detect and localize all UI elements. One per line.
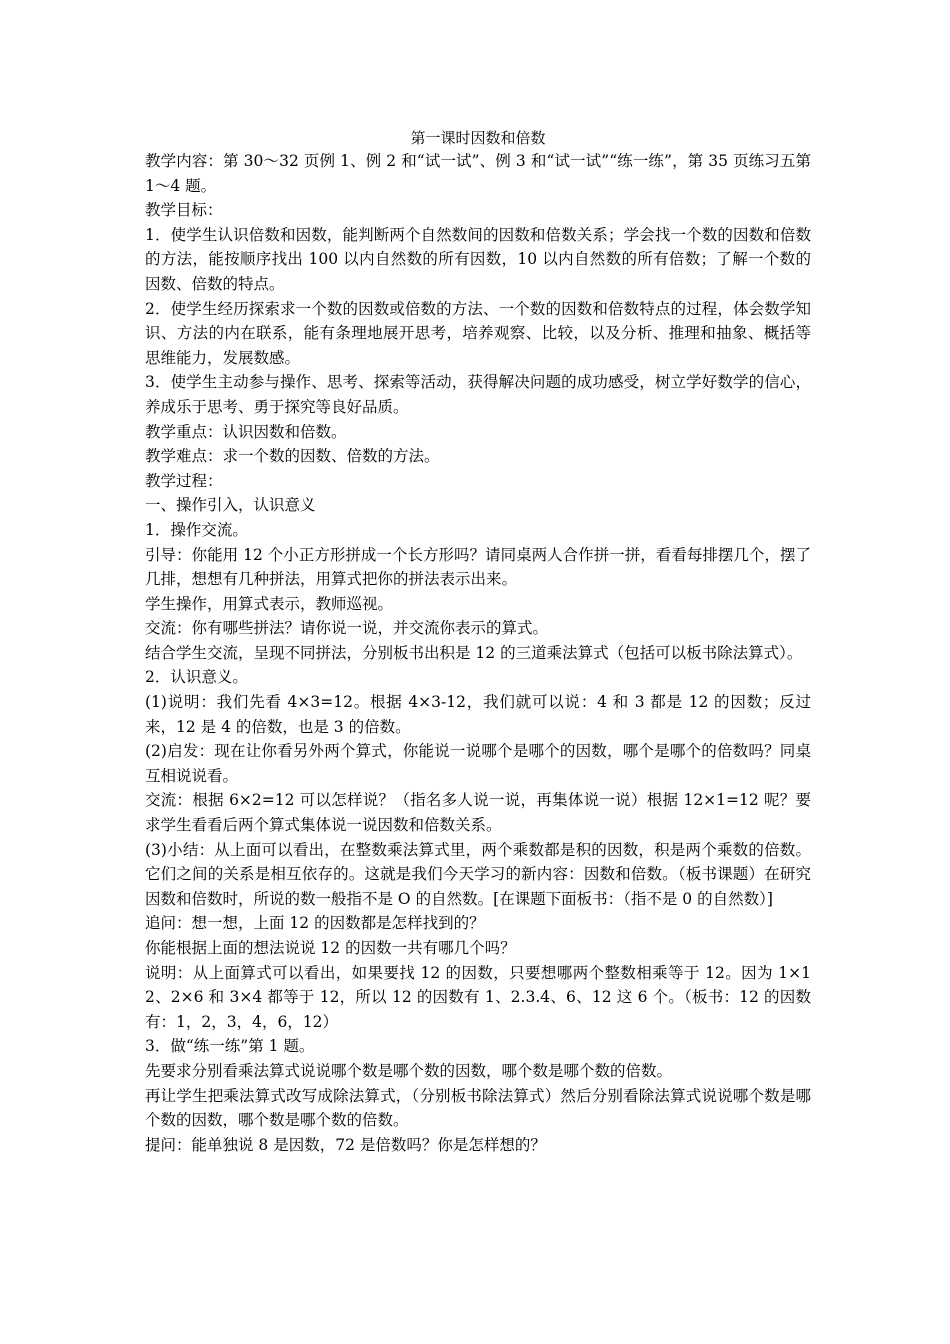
document-page <box>145 127 811 1157</box>
paragraph-teaching-goals-heading: 教学目标： <box>145 201 223 220</box>
paragraph-final-question: 提问：能单独说 8 是因数，72 是倍数吗？你是怎样想的？ <box>145 1135 546 1154</box>
section-heading-1: 一、操作引入，认识意义 <box>145 496 316 515</box>
paragraph-combine: 结合学生交流，呈现不同拼法，分别板书出积是 12 的三道乘法算式（包括可以板书除法算式）。 <box>145 643 803 662</box>
paragraph-practice-2: 再让学生把乘法算式改写成除法算式，（分别板书除法算式）然后分别看除法算式说说哪个数是哪个数的因数，哪个数是哪个数的倍数。 <box>145 1086 811 1130</box>
paragraph-student-operation: 学生操作，用算式表示，教师巡视。 <box>145 594 394 613</box>
paragraph-teaching-content: 教学内容：第 30～32 页例 1、例 2 和“试一试”、例 3 和“试一试”“练一练”，第 35 页练习五第 1～4 题。 <box>145 152 811 195</box>
paragraph-inspire: (2)启发：现在让你看另外两个算式，你能说一说哪个是哪个的因数，哪个是哪个的倍数吗？同桌互相说说看。 <box>145 742 811 785</box>
subheading-practice: 3．做“练一练”第 1 题。 <box>145 1037 315 1056</box>
paragraph-summary: (3)小结：从上面可以看出，在整数乘法算式里，两个乘数都是积的因数，积是两个乘数的倍数。它们之间的关系是相互依存的。这就是我们今天学习的新内容：因数和倍数。（板书课题）在研究因数和倍数时，所说的数一般指不是 O 的自然数。[在课题下面板书：（指不是 0 的自然数）] <box>145 840 811 908</box>
paragraph-process-heading: 教学过程： <box>145 471 223 490</box>
paragraph-guide: 引导：你能用 12 个小正方形拼成一个长方形吗？请同桌两人合作拼一拼，看看每排摆几个，摆了几排，想想有几种拼法，用算式把你的拼法表示出来。 <box>145 545 811 589</box>
paragraph-exchange-2: 交流：根据 6×2=12 可以怎样说？（指名多人说一说，再集体说一说）根据 12×1=12 呢？要求学生看看后两个算式集体说一说因数和倍数关系。 <box>145 791 811 835</box>
paragraph-practice-1: 先要求分别看乘法算式说说哪个数是哪个数的因数，哪个数是哪个数的倍数。 <box>145 1061 673 1080</box>
paragraph-goal-2: 2．使学生经历探索求一个数的因数或倍数的方法、一个数的因数和倍数特点的过程，体会数学知识、方法的内在联系，能有条理地展开思考，培养观察、比较，以及分析、推理和抽象、概括等思维能力，发展数感。 <box>145 299 811 367</box>
subheading-meaning: 2．认识意义。 <box>145 668 248 687</box>
paragraph-difficult-point: 教学难点：求一个数的因数、倍数的方法。 <box>145 447 440 466</box>
paragraph-follow-up: 追问：想一想，上面 12 的因数都是怎样找到的？ <box>145 914 485 933</box>
paragraph-exchange-1: 交流：你有哪些拼法？请你说一说，并交流你表示的算式。 <box>145 619 549 638</box>
paragraph-key-point: 教学重点：认识因数和倍数。 <box>145 422 347 441</box>
document-title: 第一课时因数和倍数 <box>410 129 546 147</box>
paragraph-explain-1: (1)说明：我们先看 4×3=12。根据 4×3-12，我们就可以说：4 和 3 都是 12 的因数；反过来，12 是 4 的倍数，也是 3 的倍数。 <box>145 693 811 736</box>
paragraph-goal-1: 1．使学生认识倍数和因数，能判断两个自然数间的因数和倍数关系；学会找一个数的因数和倍数的方法，能按顺序找出 100 以内自然数的所有因数，10 以内自然数的所有倍数；了解一个数的因数、倍数的特点。 <box>145 225 811 293</box>
subheading-operation: 1．操作交流。 <box>145 520 248 539</box>
paragraph-goal-3: 3．使学生主动参与操作、思考、探索等活动，获得解决问题的成功感受，树立学好数学的信心，养成乐于思考、勇于探究等良好品质。 <box>145 373 811 416</box>
paragraph-question-factors: 你能根据上面的想法说说 12 的因数一共有哪几个吗？ <box>145 939 516 957</box>
paragraph-explain-2: 说明：从上面算式可以看出，如果要找 12 的因数，只要想哪两个整数相乘等于 12。因为 1×12、2×6 和 3×4 都等于 12，所以 12 的因数有 1、2.3.4、6、12 这 6 个。（板书：12 的因数有：1，2，3，4，6，12） <box>145 963 811 1031</box>
